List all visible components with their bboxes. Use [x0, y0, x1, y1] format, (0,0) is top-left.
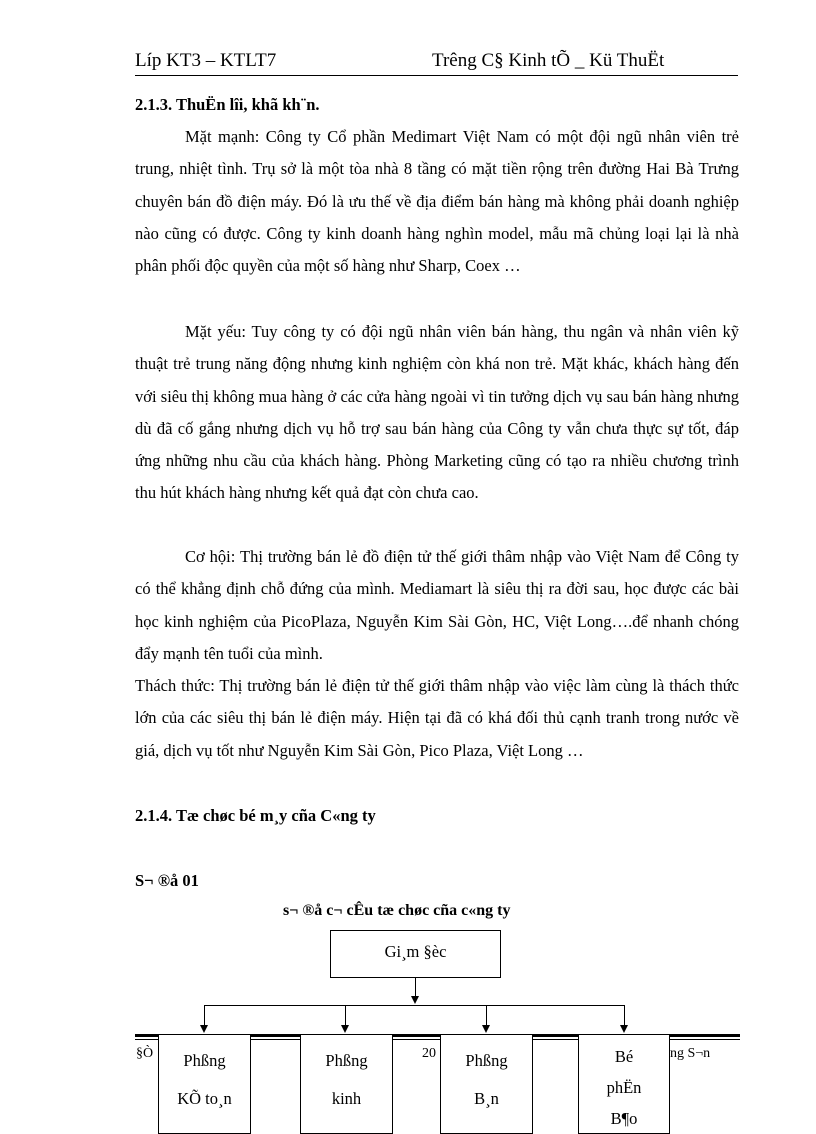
paragraph-weaknesses: Mặt yếu: Tuy công ty có đội ngũ nhân viên bán hàng, thu ngân và nhân viên kỹ thuật trẻ trung năng động nhưng kinh nghiệm còn khá non trẻ. Mặt khác, khách hàng đến với siêu thị không mua hàng ở các cửa hàng ngoài vì tin tưởng dịch vụ sau bán hàng nhưng dù đã cố gắng nhưng dịch vụ hỗ trợ sau bán hàng của Công ty vẫn chưa thực sự tốt, đáp ứng những nhu cầu của khách hàng. Phòng Marketing cũng có tạo ra nhiều chương trình thu hút khách hàng nhưng kết quả đạt còn chưa cao.: [135, 322, 739, 503]
dept-business-line-1: Phßng: [325, 1051, 368, 1070]
branch-connector-3: [486, 1005, 487, 1027]
dept-box-business: [300, 1034, 393, 1134]
footer-right: ng S¬n: [670, 1046, 711, 1061]
header-left: Líp KT3 – KTLT7: [135, 50, 277, 71]
branch-connector-4: [624, 1005, 625, 1027]
dept-sales-line-1: Phßng: [465, 1051, 508, 1070]
director-label: Gi¸m §èc: [384, 942, 447, 961]
diagram-label: S¬ ®å 01: [135, 871, 199, 890]
dept-warranty-line-1: Bé: [614, 1047, 634, 1066]
header-right: Trêng C§ Kinh tÕ _ Kü ThuËt: [432, 50, 665, 71]
dept-warranty-line-2: phËn: [606, 1078, 642, 1097]
dept-accounting-line-2: KÕ to¸n: [177, 1089, 232, 1108]
dept-warranty-line-3: B¶o: [610, 1109, 638, 1128]
director-connector: [415, 978, 416, 998]
branch-arrow-3: [482, 1025, 490, 1033]
paragraph-threats: Thách thức: Thị trường bán lẻ điện tử thế giới thâm nhập vào việc làm cùng là thách thức lớn của các siêu thị bán lẻ điện máy. Hiện tại đã có khá đối thủ cạnh tranh trong nước về giá, dịch vụ tốt như Nguyễn Kim Sài Gòn, Pico Plaza, Việt Long …: [135, 676, 739, 760]
dept-business-line-2: kinh: [331, 1089, 362, 1108]
director-arrow: [411, 996, 419, 1004]
branch-line: [204, 1005, 624, 1006]
branch-connector-1: [204, 1005, 205, 1027]
branch-arrow-1: [200, 1025, 208, 1033]
director-box: [330, 930, 501, 978]
branch-connector-2: [345, 1005, 346, 1027]
paragraph-strengths: Mặt mạnh: Công ty Cổ phần Medimart Việt Nam có một đội ngũ nhân viên trẻ trung, nhiệt tình. Trụ sở là một tòa nhà 8 tầng có mặt tiền rộng trên đường Hai Bà Trưng chuyên bán đồ điện máy. Đó là ưu thế về địa điểm bán hàng mà không phải doanh nghiệp nào cũng có được. Công ty kinh doanh hàng nghìn model, mẫu mã chủng loại lại là nhà phân phối độc quyền của một số hàng như Sharp, Coex …: [135, 127, 739, 276]
section-heading-213: 2.1.3. ThuËn lîi, khã kh¨n.: [135, 95, 320, 114]
diagram-title: s¬ ®å c¬ cÊu tæ chøc cña c«ng ty: [283, 902, 511, 919]
dept-box-warranty: [578, 1034, 670, 1134]
dept-accounting-line-1: Phßng: [183, 1051, 226, 1070]
footer-page-number: 20: [422, 1046, 436, 1061]
branch-arrow-2: [341, 1025, 349, 1033]
paragraph-opportunities: Cơ hội: Thị trường bán lẻ đồ điện tử thế giới thâm nhập vào Việt Nam để Công ty có thể khẳng định chỗ đứng của mình. Mediamart là siêu thị ra đời sau, học được các bài học kinh nghiệm của PicoPlaza, Nguyễn Kim Sài Gòn, HC, Việt Long….để nhanh chóng đẩy mạnh tên tuổi của mình.: [135, 547, 739, 663]
dept-box-sales: [440, 1034, 533, 1134]
section-heading-214: 2.1.4. Tæ chøc bé m¸y cña C«ng ty: [135, 806, 376, 825]
footer-left: §Ò: [136, 1046, 154, 1061]
dept-sales-line-2: B¸n: [474, 1089, 499, 1108]
branch-arrow-4: [620, 1025, 628, 1033]
dept-box-accounting: [158, 1034, 251, 1134]
header-rule: [135, 75, 738, 76]
